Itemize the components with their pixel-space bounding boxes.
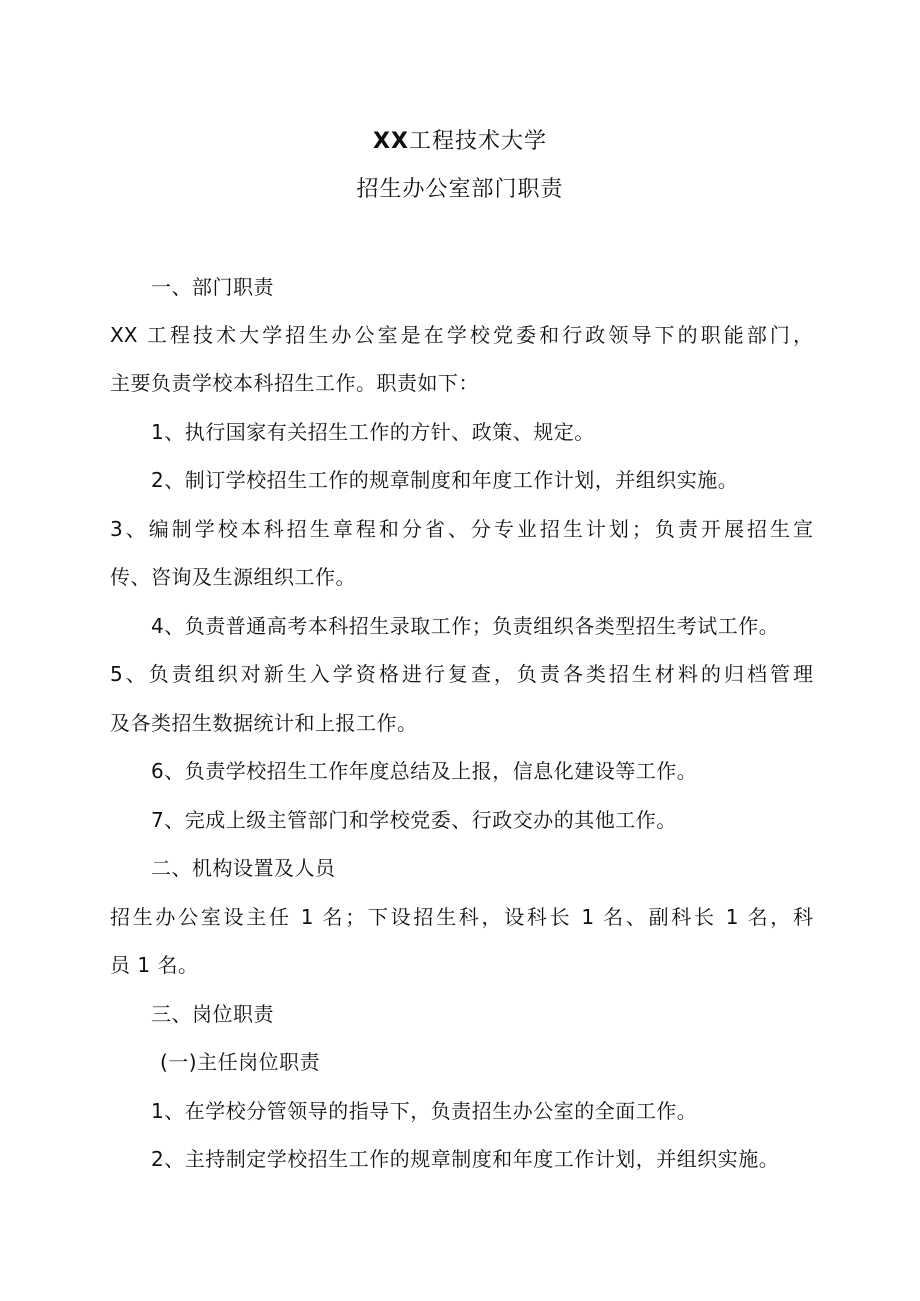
duty-item-4: 4、负责普通高考本科招生录取工作；负责组织各类型招生考试工作。 [151,614,780,638]
director-duty-item-2: 2、主持制定学校招生工作的规章制度和年度工作计划，并组织实施。 [151,1147,780,1171]
staff-paragraph-line-1: 招生办公室设主任 1 名；下设招生科，设科长 1 名、副科长 1 名，科 [110,905,813,929]
director-duty-item-1: 1、在学校分管领导的指导下，负责招生办公室的全面工作。 [151,1099,698,1123]
title-prefix: XX [373,129,409,154]
document-subtitle: 招生办公室部门职责 [356,177,564,202]
subsection-heading-director: (一)主任岗位职责 [160,1050,321,1074]
section-heading-duties: 一、部门职责 [151,275,274,299]
duty-item-3-line-1: 3、编制学校本科招生章程和分省、分专业招生计划；负责开展招生宣 [110,517,813,541]
title-rest: 工程技术大学 [408,129,547,154]
section-heading-organization: 二、机构设置及人员 [151,856,336,880]
duty-item-1: 1、执行国家有关招生工作的方针、政策、规定。 [151,420,595,444]
intro-paragraph-line-1: XX 工程技术大学招生办公室是在学校党委和行政领导下的职能部门， [110,323,813,347]
duty-item-3-line-2: 传、咨询及生源组织工作。 [110,565,356,589]
duty-item-2: 2、制订学校招生工作的规章制度和年度工作计划，并组织实施。 [151,468,739,492]
staff-paragraph-line-2: 员 1 名。 [110,953,199,977]
duty-item-6: 6、负责学校招生工作年度总结及上报，信息化建设等工作。 [151,759,698,783]
duty-item-7: 7、完成上级主管部门和学校党委、行政交办的其他工作。 [151,808,677,832]
intro-paragraph-line-2: 主要负责学校本科招生工作。职责如下： [110,371,479,395]
duty-item-5-line-1: 5、负责组织对新生入学资格进行复查，负责各类招生材料的归档管理 [110,662,813,686]
section-heading-positions: 三、岗位职责 [151,1002,274,1026]
document-title [0,127,920,157]
duty-item-5-line-2: 及各类招生数据统计和上报工作。 [110,711,418,735]
